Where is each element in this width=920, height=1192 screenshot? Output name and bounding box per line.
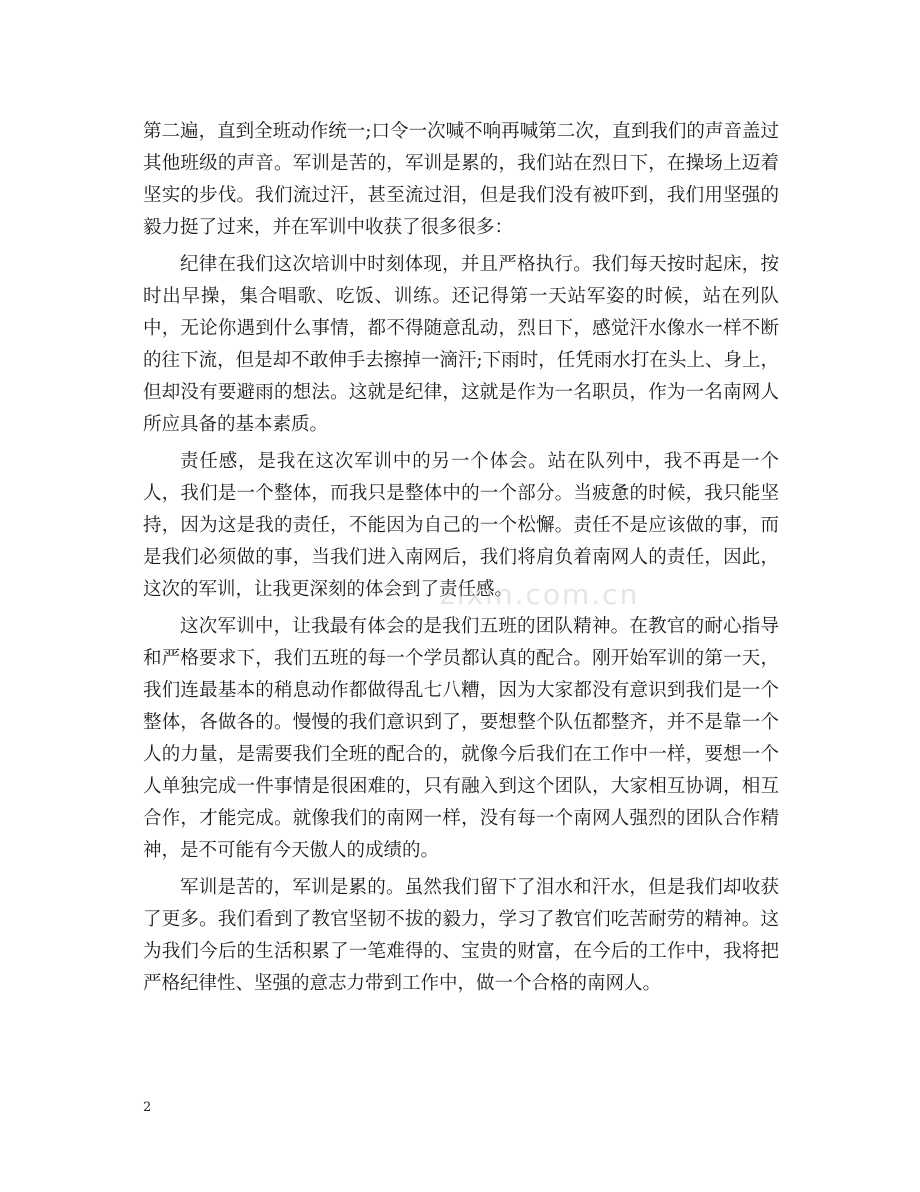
body-text bbox=[143, 116, 779, 1005]
paragraph-1: 第二遍，直到全班动作统一;口令一次喊不响再喊第二次，直到我们的声音盖过其他班级的声音。军训是苦的，军训是累的，我们站在烈日下，在操场上迈着坚实的步伐。我们流过汗，甚至流过泪，但是我们没有被吓到，我们用坚强的毅力挺了过来，并在军训中收获了很多很多： bbox=[143, 121, 779, 238]
page-number: 2 bbox=[143, 1100, 152, 1115]
paragraph-4: 这次军训中，让我最有体会的是我们五班的团队精神。在教官的耐心指导和严格要求下，我们五班的每一个学员都认真的配合。刚开始军训的第一天，我们连最基本的稍息动作都做得乱七八糟，因为大家都没有意识到我们是一个整体，各做各的。慢慢的我们意识到了，要想整个队伍都整齐，并不是靠一个人的力量，是需要我们全班的配合的，就像今后我们在工作中一样，要想一个人单独完成一件事情是很困难的，只有融入到这个团队，大家相互协调，相互合作，才能完成。就像我们的南网一样，没有每一个南网人强烈的团队合作精神，是不可能有今天傲人的成绩的。 bbox=[143, 616, 779, 861]
paragraph-5: 军训是苦的，军训是累的。虽然我们留下了泪水和汗水，但是我们却收获了更多。我们看到了教官坚韧不拔的毅力，学习了教官们吃苦耐劳的精神。这为我们今后的生活积累了一笔难得的、宝贵的财富，在今后的工作中，我将把严格纪律性、坚强的意志力带到工作中，做一个合格的南网人。 bbox=[143, 877, 779, 994]
paragraph-3: 责任感，是我在这次军训中的另一个体会。站在队列中，我不再是一个人，我们是一个整体，而我只是整体中的一个部分。当疲惫的时候，我只能坚持，因为这是我的责任，不能因为自己的一个松懈。责任不是应该做的事，而是我们必须做的事，当我们进入南网后，我们将肩负着南网人的责任，因此，这次的军训，让我更深刻的体会到了责任感。 bbox=[143, 451, 779, 600]
paragraph-2: 纪律在我们这次培训中时刻体现，并且严格执行。我们每天按时起床，按时出早操，集合唱歌、吃饭、训练。还记得第一天站军姿的时候，站在列队中，无论你遇到什么事情，都不得随意乱动，烈日下，感觉汗水像水一样不断的往下流，但是却不敢伸手去擦掉一滴汗;下雨时，任凭雨水打在头上、身上，但却没有要避雨的想法。这就是纪律，这就是作为一名职员，作为一名南网人所应具备的基本素质。 bbox=[143, 254, 779, 435]
watermark: zixin.com.cn bbox=[440, 578, 640, 611]
